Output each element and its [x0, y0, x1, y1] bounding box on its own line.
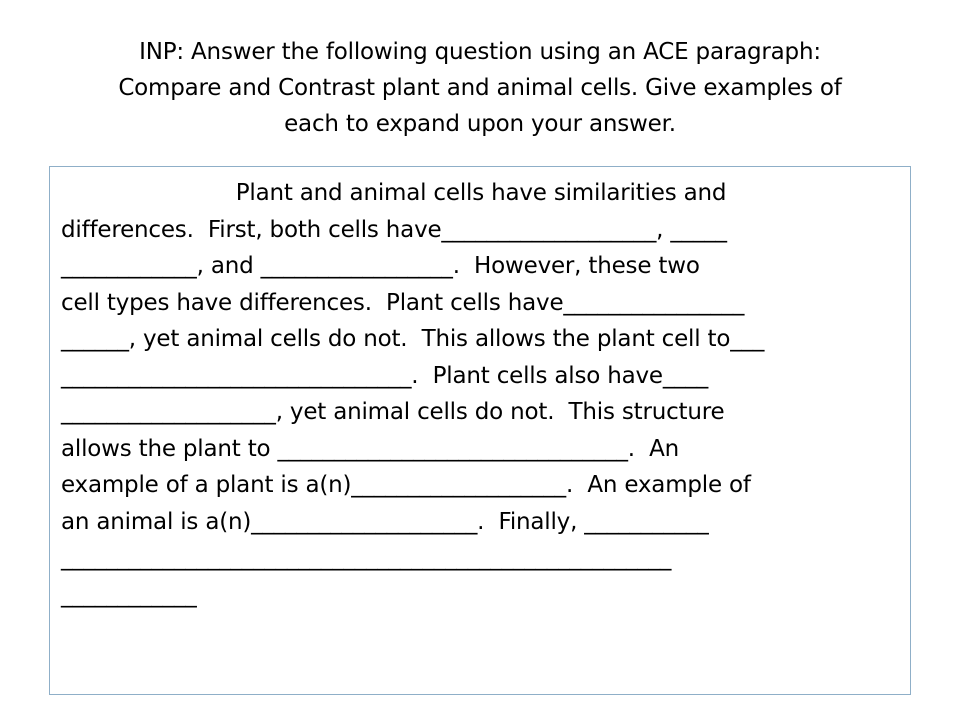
prompt-line-1: INP: Answer the following question using an ACE paragraph: [139, 39, 821, 65]
answer-line-9: example of a plant is a(n)___________________. An example of [61, 472, 751, 498]
answer-line-1: Plant and animal cells have similarities and [235, 180, 727, 206]
answer-line-4: cell types have differences. Plant cells have________________ [61, 289, 745, 316]
answer-line-2: differences. First, both cells have___________________, _____ [61, 216, 727, 243]
answer-line-11: ______________________________________________________ [61, 545, 672, 571]
prompt-line-2: Compare and Contrast plant and animal cells. Give examples of [118, 75, 842, 101]
answer-line-10: an animal is a(n)____________________. Finally, ___________ [61, 508, 709, 535]
answer-line-12: ____________ [61, 581, 197, 608]
answer-line-5: ______, yet animal cells do not. This allows the plant cell to___ [61, 326, 765, 352]
answer-line-6: _______________________________. Plant cells also have____ [61, 362, 709, 389]
answer-box [49, 166, 911, 695]
answer-line-8: allows the plant to _______________________________. An [61, 435, 680, 462]
question-prompt [40, 34, 920, 142]
answer-paragraph [61, 175, 901, 613]
answer-line-3: ____________, and _________________. However, these two [61, 253, 700, 279]
answer-line-7: ___________________, yet animal cells do not. This structure [61, 399, 725, 425]
prompt-line-3: each to expand upon your answer. [284, 111, 676, 137]
